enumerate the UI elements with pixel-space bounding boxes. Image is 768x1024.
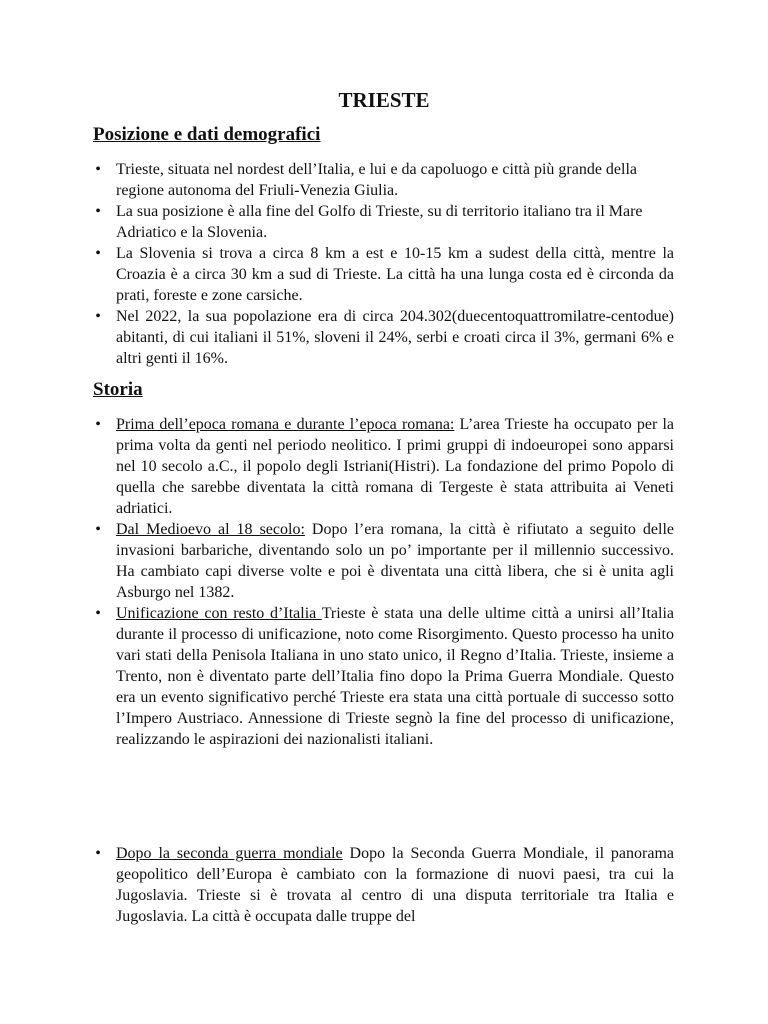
bullet-icon: •: [95, 245, 101, 262]
list-item-lead: Prima dell’epoca romana e durante l’epoca romana:: [116, 416, 455, 433]
list-item-body: [116, 603, 674, 750]
list-item: [93, 603, 674, 750]
list-item-body: [116, 843, 674, 927]
list-item: [93, 519, 674, 603]
list-item-lead: Unificazione con resto d’Italia: [116, 605, 322, 622]
list-item-text: Nel 2022, la sua popolazione era di circa 204.302(duecentoquattromilatre-centodue) abitanti, di cui italiani il 51%, sloveni il 24%, serbi e croati circa il 3%, germani 6% e altri genti il 16%.: [116, 308, 674, 367]
list-item-lead: Dopo la seconda guerra mondiale: [116, 845, 343, 862]
bullet-icon: •: [95, 845, 101, 862]
list-item-text: La sua posizione è alla fine del Golfo di Trieste, su di territorio italiano tra il Mare Adriatico e la Slovenia.: [116, 203, 643, 241]
list-item-text: Trieste è stata una delle ultime città a unirsi all’Italia durante il processo di unificazione, noto come Risorgimento. Questo processo ha unito vari stati della Penisola Italiana in uno stato unico, il Regno d’Italia. Trieste, insieme a Trento, non è diventato parte dell’Italia fino dopo la Prima Guerra Mondiale. Questo era un evento significativo perché Trieste era stata una città portuale di successo sotto l’Impero Austriaco. Annessione di Trieste segnò la fine del processo di unificazione, realizzando le aspirazioni dei nazionalisti italiani.: [116, 605, 674, 748]
list-item: [93, 243, 674, 306]
list-item-text: Trieste, situata nel nordest dell’Italia, e lui e da capoluogo e città più grande della regione autonoma del Friuli-Venezia Giulia.: [116, 161, 638, 199]
demographics-list: [93, 159, 674, 369]
history-list-continued: [93, 843, 674, 927]
list-item: [93, 414, 674, 519]
list-item-text: L’area Trieste ha occupato per la prima volta da genti nel periodo neolitico. I primi gruppi di indoeuropei sono apparsi nel 10 secolo a.C., il popolo degli Istriani(Histri). La fondazione del primo Popolo di quella che sarebbe diventata la città romana di Tergeste è stata attribuita ai Veneti adriatici.: [116, 416, 674, 517]
list-item-text: La Slovenia si trova a circa 8 km a est e 10-15 km a sudest della città, mentre la Croazia è a circa 30 km a sud di Trieste. La città ha una lunga costa ed è circonda da prati, foreste e zone carsiche.: [116, 245, 674, 304]
history-list: [93, 414, 674, 750]
bullet-icon: •: [95, 605, 101, 622]
list-item: [93, 201, 674, 243]
bullet-icon: •: [95, 416, 101, 433]
bullet-icon: •: [95, 161, 101, 178]
list-item-body: [116, 414, 674, 519]
list-item-text: Dopo la Seconda Guerra Mondiale, il panorama geopolitico dell’Europa è cambiato con la formazione di nuovi paesi, tra cui la Jugoslavia. Trieste si è trovata al centro di una disputa territoriale tra Italia e Jugoslavia. La città è occupata dalle truppe del: [116, 845, 674, 925]
bullet-icon: •: [95, 203, 101, 220]
list-item: [93, 159, 674, 201]
section-heading-posizione: Posizione e dati demografici: [93, 124, 321, 145]
bullet-icon: •: [95, 308, 101, 325]
list-item: [93, 306, 674, 369]
list-item: [93, 843, 674, 927]
section-heading-storia: Storia: [93, 379, 143, 400]
list-item-body: [116, 519, 674, 603]
document-title: TRIESTE: [338, 88, 430, 112]
bullet-icon: •: [95, 521, 101, 538]
list-item-text: Dopo l’era romana, la città è rifiutato a seguito delle invasioni barbariche, diventando solo un po’ importante per il millennio successivo. Ha cambiato capi diverse volte e poi è diventata una città libera, che si è unita agli Asburgo nel 1382.: [116, 521, 675, 601]
list-item-lead: Dal Medioevo al 18 secolo:: [116, 521, 305, 538]
